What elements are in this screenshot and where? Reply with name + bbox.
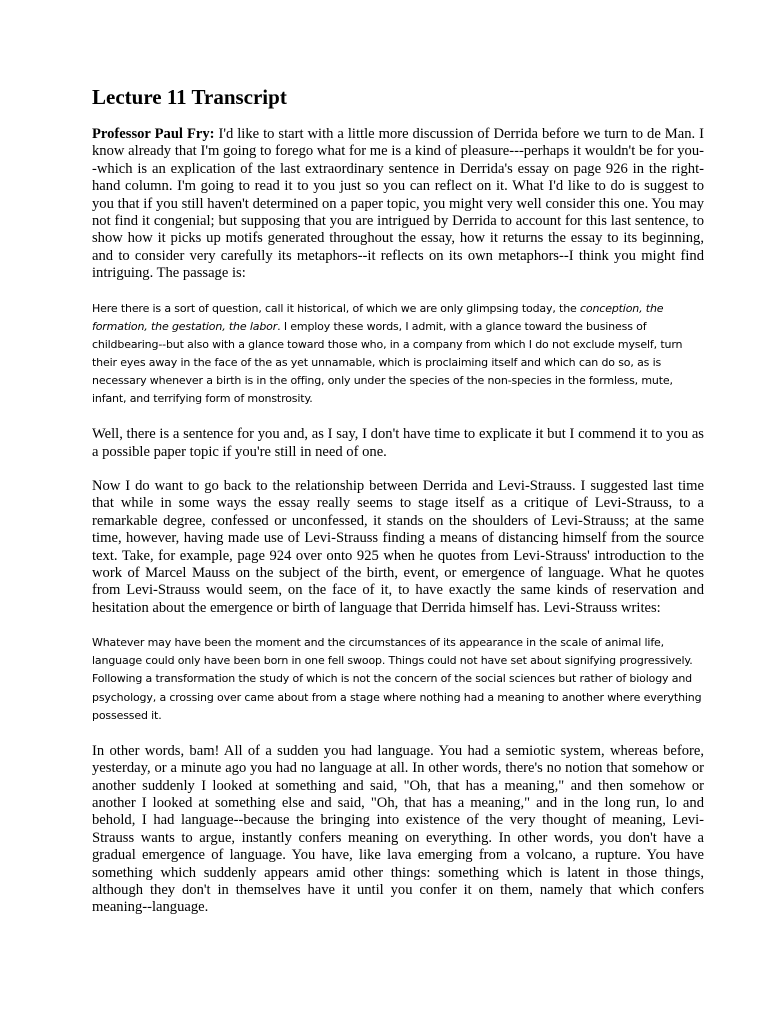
- opening-paragraph-text: I'd like to start with a little more discussion of Derrida before we turn to de Man. I know already that I'm going to forego what for me is a kind of pleasure---perhaps it wouldn't be for you--which is an explication of the last extraordinary sentence in Derrida's essay on page 926 in the right-hand column. I'm going to read it to you just so you can reflect on it. What I'd like to do is suggest to you that if you still haven't determined on a paper topic, you might very well consider this one. You may not find it congenial; but supposing that you are intrigued by Derrida to account for this last sentence, to show how it picks up motifs generated throughout the essay, how it returns the essay to its beginning, and to consider very carefully its metaphors--it reflects on its own metaphors--I think you might find intriguing. The passage is:: [92, 126, 704, 282]
- quote-text-before: Here there is a sort of question, call it historical, of which we are only glimpsing today, the: [92, 301, 580, 315]
- opening-paragraph: [92, 126, 704, 283]
- paper-topic-paragraph: Well, there is a sentence for you and, as I say, I don't have time to explicate it but I commend it to you as a possible paper topic if you're still in need of one.: [92, 426, 704, 460]
- levi-strauss-paragraph: Now I do want to go back to the relationship between Derrida and Levi-Strauss. I suggested last time that while in some ways the essay really seems to stage itself as a critique of Levi-Strauss, to a remarkable degree, confessed or unconfessed, it stands on the shoulders of Levi-Strauss; at the same time, however, having made use of Levi-Strauss finding a means of distancing himself from the source text. Take, for example, page 924 over onto 925 when he quotes from Levi-Strauss' introduction to the work of Marcel Mauss on the subject of the birth, event, or emergence of language. What he quotes from Levi-Strauss would seem, on the face of it, to have exactly the same kinds of reservation and hesitation about the emergence or birth of language that Derrida himself has. Levi-Strauss writes:: [92, 478, 704, 616]
- levi-strauss-block-quote: Whatever may have been the moment and the circumstances of its appearance in the scale of animal life, language could only have been born in one fell swoop. Things could not have set about signifying progressively. Following a transformation the study of which is not the concern of the social sciences but rather of biology and psychology, a crossing over came about from a stage where nothing had a meaning to another where everything possessed it.: [92, 636, 702, 722]
- quote-italic-text: conception, the formation, the gestation, the labor: [92, 301, 664, 333]
- transcript-page: [92, 84, 704, 934]
- derrida-block-quote: [92, 300, 704, 409]
- closing-paragraph: In other words, bam! All of a sudden you had language. You had a semiotic system, whereas before, yesterday, or a minute ago you had no language at all. In other words, there's no notion that somehow or another suddenly I looked at something and said, "Oh, that has a meaning," and then somehow or another I looked at something else and said, "Oh, that has a meaning," and in the long run, lo and behold, I had language--because the bringing into existence of the very thought of meaning, Levi-Strauss wants to argue, instantly confers meaning on everything. In other words, you don't have a gradual emergence of language. You have, like lava emerging from a volcano, a rupture. You have something which suddenly appears amid other things: something which is latent in those things, although they don't in themselves have it until you confer it on them, namely that which confers meaning--language.: [92, 742, 704, 916]
- quote-text-after: . I employ these words, I admit, with a glance toward the business of childbearing--but also with a glance toward those who, in a company from which I do not exclude myself, turn their eyes away in the face of the as yet unnamable, which is proclaiming itself and which can do so, as is necessary whenever a birth is in the offing, only under the species of the non-species in the formless, mute, infant, and terrifying form of monstrosity.: [92, 319, 683, 406]
- speaker-name: Professor Paul Fry:: [92, 126, 215, 142]
- page-title: Lecture 11 Transcript: [92, 85, 287, 109]
